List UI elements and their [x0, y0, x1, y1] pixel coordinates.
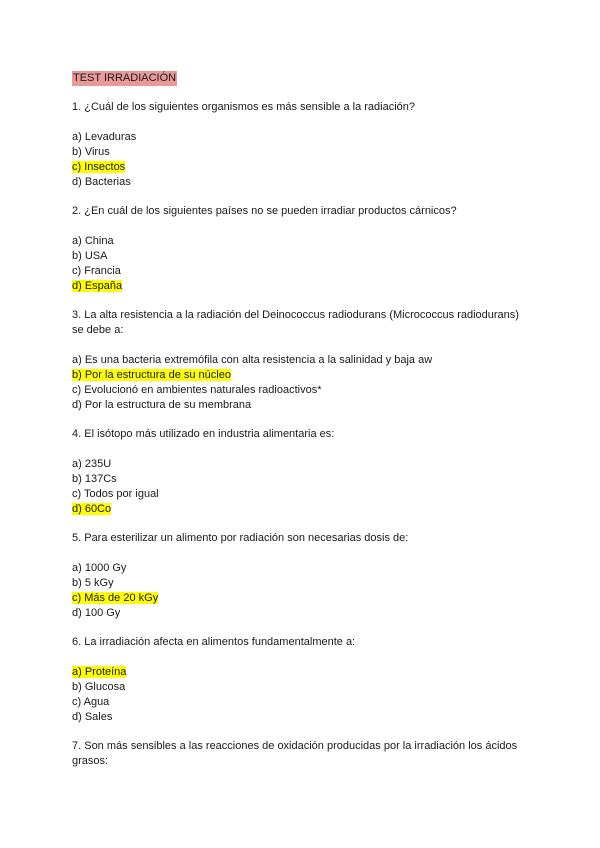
- answer-option-correct: [72, 591, 532, 606]
- option-label: b) Glucosa: [72, 681, 126, 693]
- question-2: [72, 204, 532, 294]
- answer-option: [72, 130, 532, 145]
- option-label: d) Por la estructura de su membrana: [72, 399, 252, 411]
- option-label: d) 60Co: [72, 503, 112, 515]
- option-label: c) Francia: [72, 265, 121, 277]
- option-label: c) Todos por igual: [72, 488, 159, 500]
- answer-option-correct: [72, 368, 532, 383]
- question-text: 2. ¿En cuál de los siguientes países no se pueden irradiar productos cárnicos?: [72, 205, 457, 217]
- option-label: a) Levaduras: [72, 131, 137, 143]
- answer-option: [72, 264, 532, 279]
- option-label: a) China: [72, 235, 114, 247]
- option-label: c) Insectos: [72, 161, 126, 173]
- answer-option-correct: [72, 279, 532, 294]
- answer-option: [72, 145, 532, 160]
- option-label: b) Virus: [72, 146, 110, 158]
- option-label: d) Sales: [72, 711, 113, 723]
- option-label: a) 1000 Gy: [72, 562, 127, 574]
- answer-option: [72, 249, 532, 264]
- question-text: 6. La irradiación afecta en alimentos fundamentalmente a:: [72, 636, 356, 648]
- question-5: [72, 531, 532, 621]
- answer-option: [72, 398, 532, 413]
- question-text: 5. Para esterilizar un alimento por radiación son necesarias dosis de:: [72, 532, 409, 544]
- answer-option: [72, 472, 532, 487]
- document-page: [72, 71, 532, 784]
- option-label: b) USA: [72, 250, 108, 262]
- option-label: a) 235U: [72, 458, 112, 470]
- question-1: [72, 100, 532, 190]
- question-3: [72, 308, 532, 413]
- question-text: 7. Son más sensibles a las reacciones de oxidación producidas por la irradiación los ácidos grasos:: [72, 740, 518, 767]
- option-label: a) Proteína: [72, 666, 127, 678]
- answer-option: [72, 175, 532, 190]
- answer-option-correct: [72, 502, 532, 517]
- option-label: c) Evolucionó en ambientes naturales radioactivos*: [72, 384, 322, 396]
- question-text: 4. El isótopo más utilizado en industria alimentaria es:: [72, 428, 335, 440]
- answer-option: [72, 576, 532, 591]
- answer-option: [72, 234, 532, 249]
- option-label: d) 100 Gy: [72, 607, 121, 619]
- answer-option: [72, 487, 532, 502]
- answer-option: [72, 383, 532, 398]
- question-list: [72, 100, 532, 769]
- option-label: a) Es una bacteria extremófila con alta resistencia a la salinidad y baja aw: [72, 354, 433, 366]
- answer-option: [72, 457, 532, 472]
- answer-option-correct: [72, 160, 532, 175]
- answer-option: [72, 695, 532, 710]
- answer-option: [72, 561, 532, 576]
- option-label: c) Más de 20 kGy: [72, 592, 159, 604]
- question-4: [72, 427, 532, 517]
- option-label: b) 137Cs: [72, 473, 117, 485]
- question-text: 1. ¿Cuál de los siguientes organismos es más sensible a la radiación?: [72, 101, 416, 113]
- option-label: c) Agua: [72, 696, 110, 708]
- question-text: 3. La alta resistencia a la radiación del Deinococcus radiodurans (Micrococcus radiodurans) se debe a:: [72, 309, 519, 336]
- question-7: [72, 739, 532, 769]
- option-label: d) Bacterias: [72, 176, 131, 188]
- option-label: b) Por la estructura de su núcleo: [72, 369, 231, 381]
- answer-option: [72, 680, 532, 695]
- page-title: TEST IRRADIACIÓN: [73, 72, 177, 84]
- answer-option: [72, 353, 532, 368]
- answer-option-correct: [72, 665, 532, 680]
- option-label: b) 5 kGy: [72, 577, 114, 589]
- question-6: [72, 635, 532, 725]
- answer-option: [72, 710, 532, 725]
- answer-option: [72, 606, 532, 621]
- option-label: d) España: [72, 280, 123, 292]
